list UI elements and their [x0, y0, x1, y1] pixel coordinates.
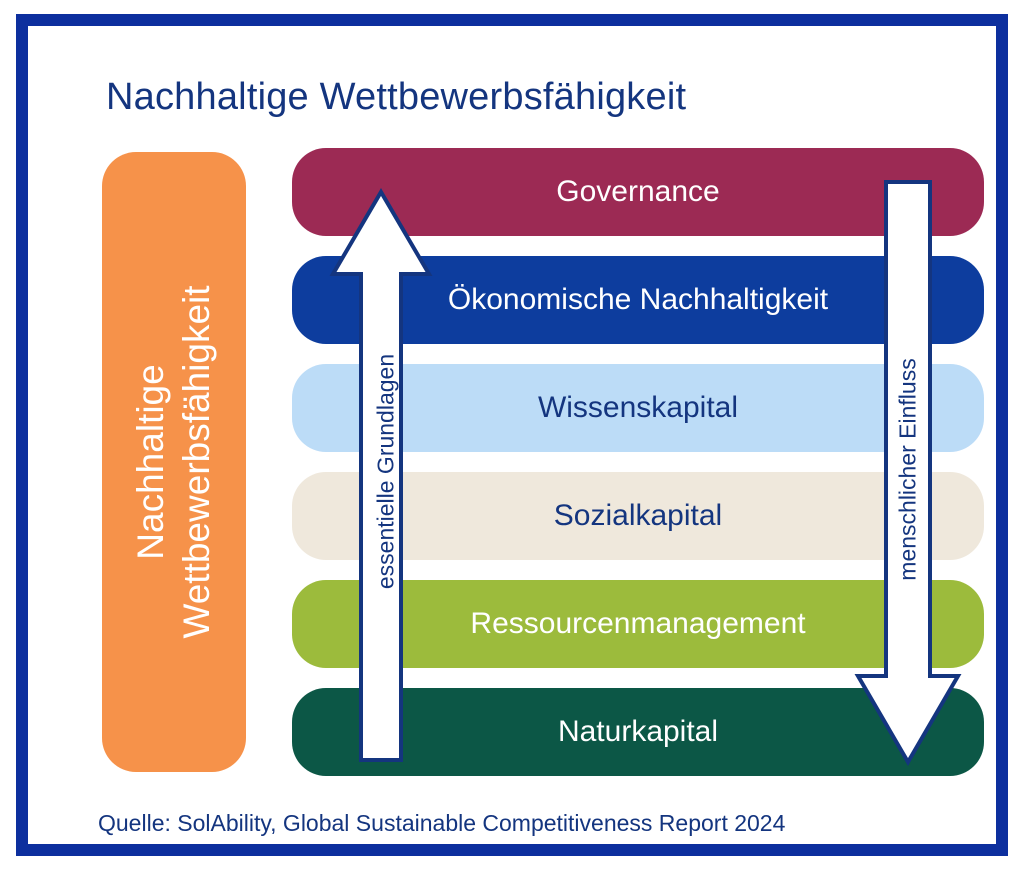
layer-label: Sozialkapital: [553, 499, 723, 532]
sidebar-label-line1: Nachhaltige: [129, 364, 171, 560]
sidebar-label: [102, 152, 246, 772]
source-caption: Quelle: SolAbility, Global Sustainable Competitiveness Report 2024: [98, 810, 786, 836]
layer-label: Ökonomische Nachhaltigkeit: [447, 283, 829, 316]
arrow-up-group: [328, 188, 434, 764]
layer-label: Ressourcenmanagement: [470, 607, 806, 640]
layer-label: Governance: [556, 175, 720, 208]
arrow-down-label: menschlicher Einfluss: [894, 358, 921, 581]
arrow-down-group: [852, 178, 964, 766]
page-title: Nachhaltige Wettbewerbsfähigkeit: [106, 76, 687, 118]
sustainable-competitiveness-sidebar: [102, 152, 246, 772]
sidebar-label-line2: Wettbewerbsfähigkeit: [176, 285, 217, 639]
arrow-up-label: essentielle Grundlagen: [372, 353, 399, 590]
layer-label: Wissenskapital: [537, 391, 739, 424]
outer-frame: [16, 14, 1008, 856]
layer-label: Naturkapital: [557, 715, 719, 748]
diagram-inner-area: [56, 52, 1024, 870]
